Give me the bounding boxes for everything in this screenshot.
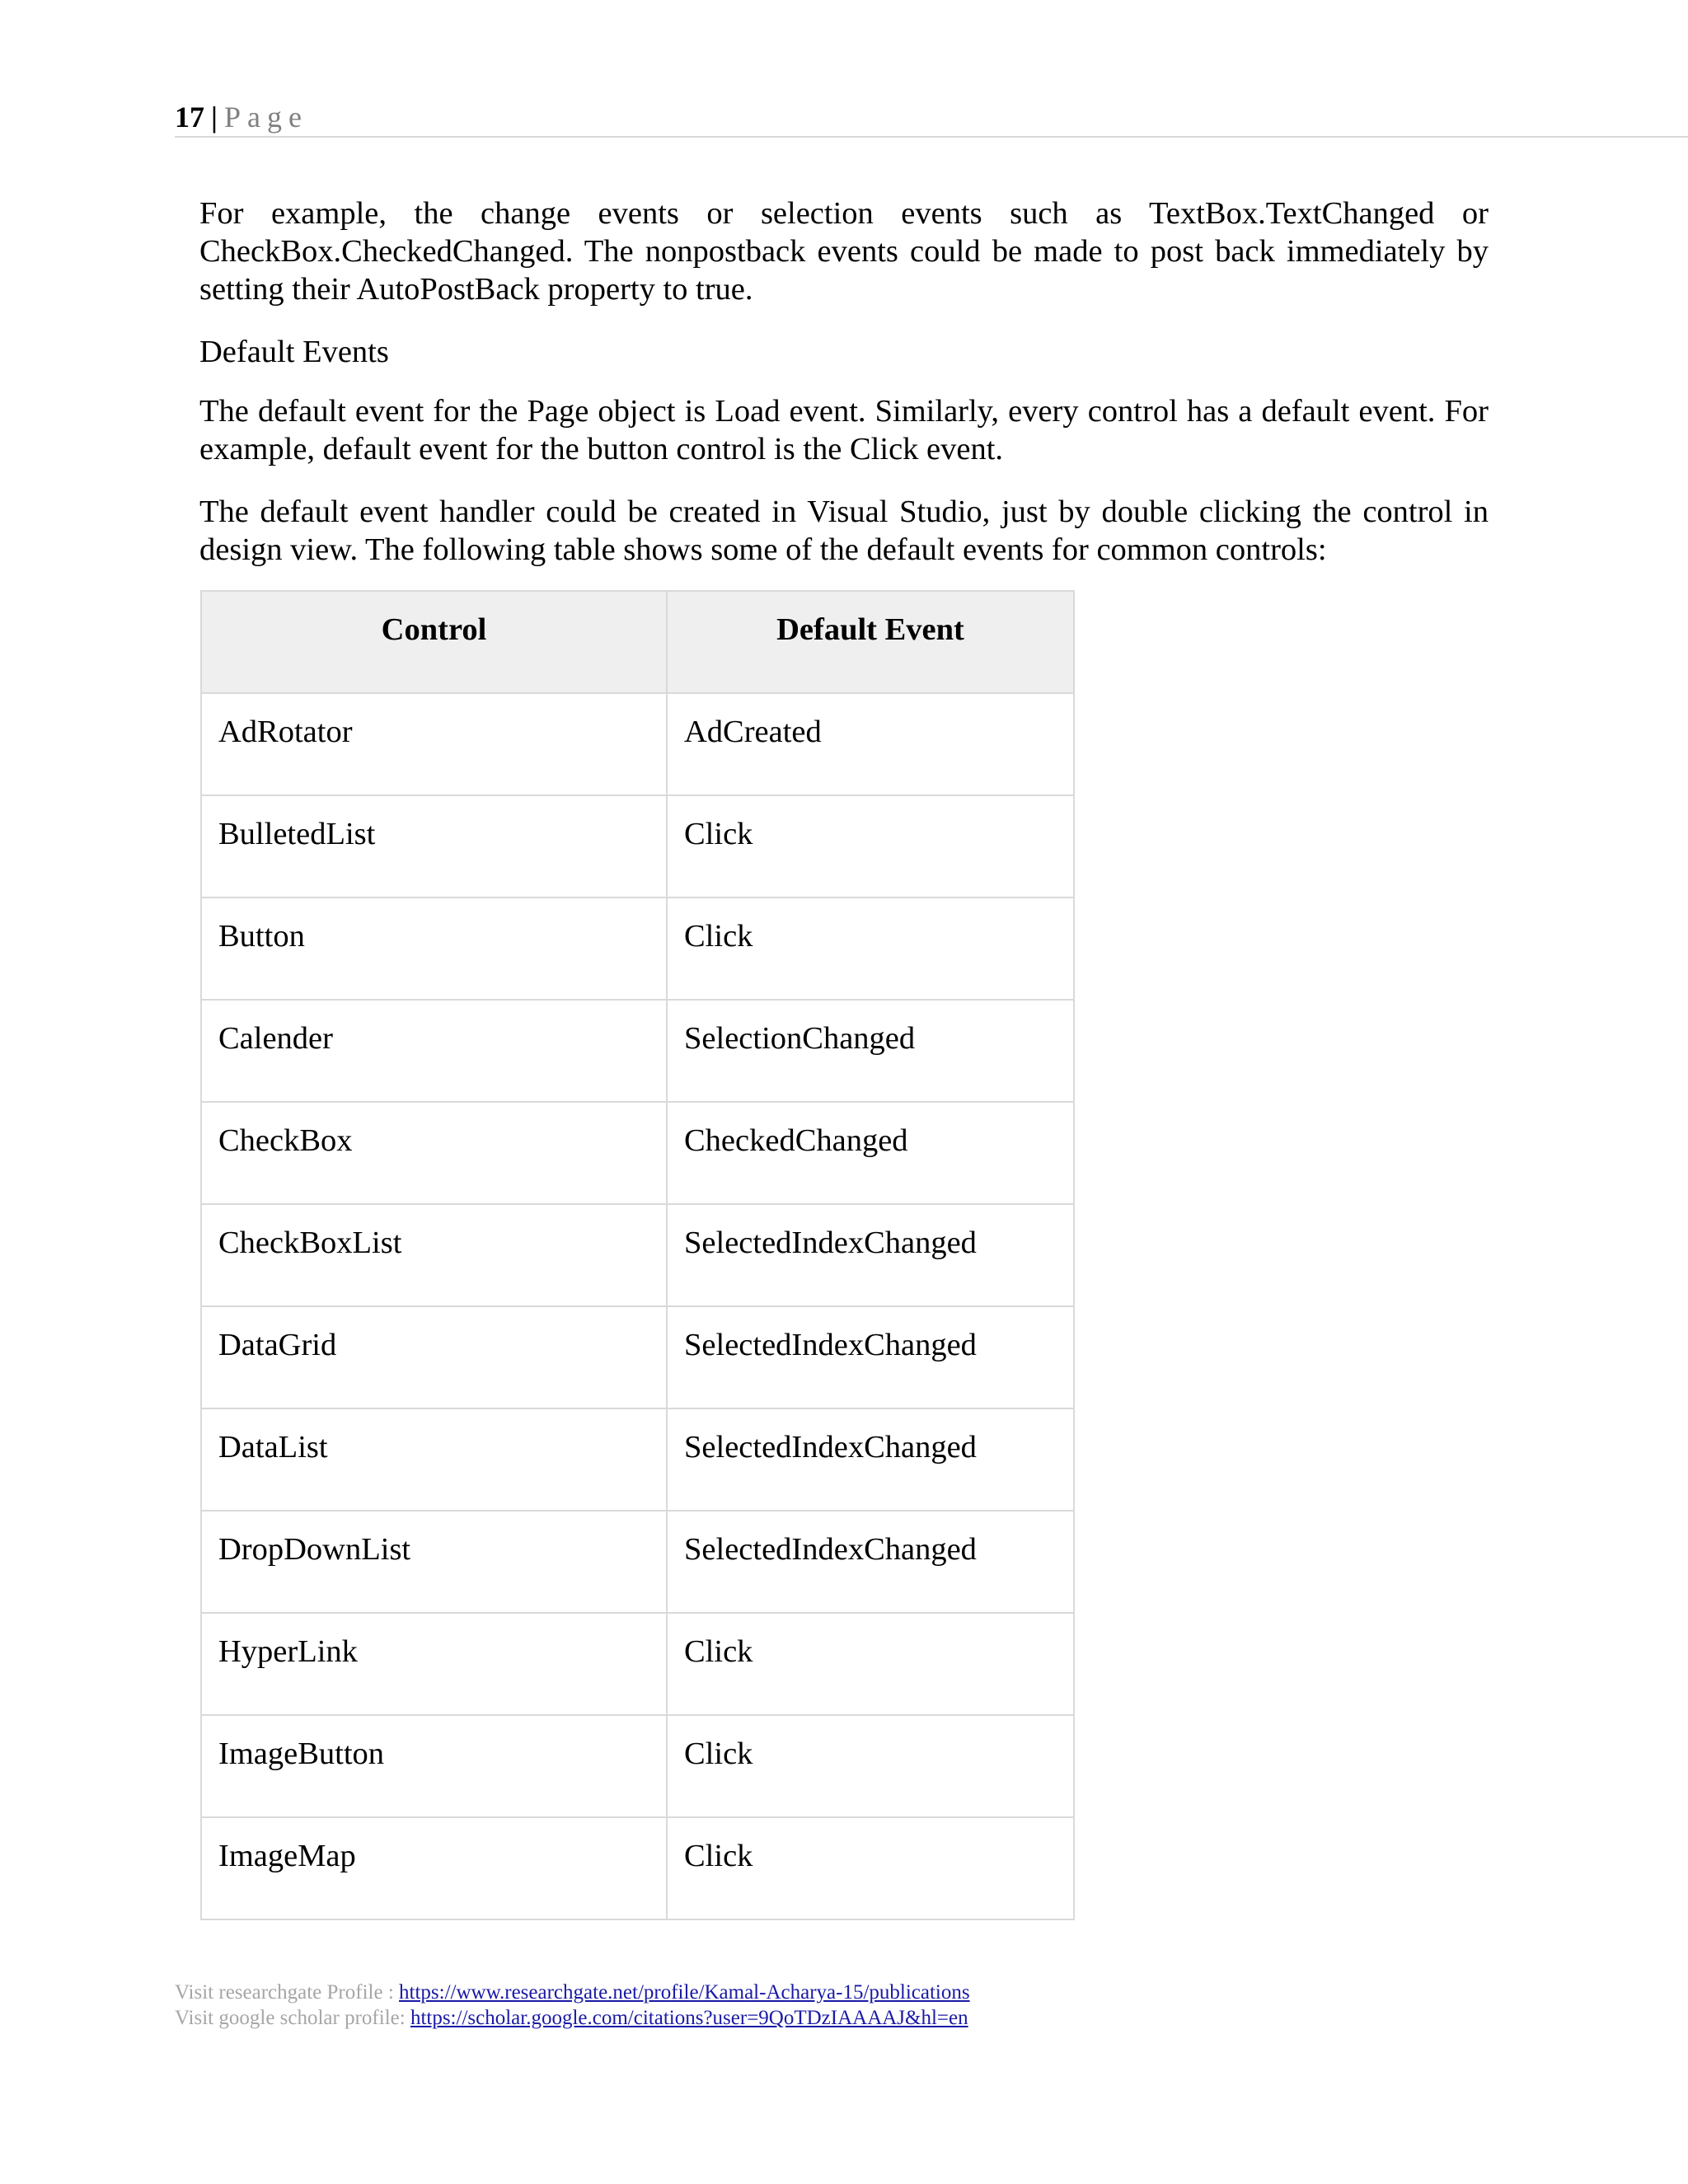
- paragraph-default-event-handler: The default event handler could be created in Visual Studio, just by double clicking the control in design view. The following table shows some of the default events for common controls:: [199, 494, 1489, 567]
- table-row: [201, 1204, 1074, 1306]
- control-cell: HyperLink: [201, 1613, 667, 1715]
- page-number-separator: |: [211, 101, 218, 134]
- column-header-default-event: Default Event: [667, 591, 1074, 693]
- control-cell: DataList: [201, 1408, 667, 1511]
- page-header: [175, 97, 308, 137]
- page-word: Page: [223, 101, 308, 134]
- control-cell: DataGrid: [201, 1306, 667, 1408]
- table-row: [201, 1000, 1074, 1102]
- default-events-table: [200, 590, 1075, 1920]
- scholar-label: Visit google scholar profile:: [175, 2007, 410, 2029]
- control-cell: Calender: [201, 1000, 667, 1102]
- event-cell: SelectedIndexChanged: [667, 1204, 1074, 1306]
- table-row: [201, 1102, 1074, 1204]
- event-cell: Click: [667, 795, 1074, 898]
- control-cell: ImageMap: [201, 1817, 667, 1919]
- footer-researchgate-line: [175, 1980, 970, 2005]
- event-cell: Click: [667, 898, 1074, 1000]
- event-cell: Click: [667, 1715, 1074, 1817]
- table-header-row: [201, 591, 1074, 693]
- researchgate-label: Visit researchgate Profile :: [175, 1981, 400, 2004]
- event-cell: SelectedIndexChanged: [667, 1306, 1074, 1408]
- scholar-link[interactable]: https://scholar.google.com/citations?user=9QoTDzIAAAAJ&hl=en: [410, 2007, 968, 2029]
- header-divider: [175, 136, 1688, 138]
- event-cell: SelectedIndexChanged: [667, 1408, 1074, 1511]
- table-row: [201, 693, 1074, 795]
- paragraph-postback-events: For example, the change events or selection events such as TextBox.TextChanged or CheckBox.CheckedChanged. The nonpostback events could be made to post back immediately by setting their AutoPostBack property to true.: [199, 196, 1489, 307]
- column-header-control: Control: [201, 591, 667, 693]
- table-row: [201, 898, 1074, 1000]
- event-cell: CheckedChanged: [667, 1102, 1074, 1204]
- footer-scholar-line: [175, 2005, 970, 2031]
- control-cell: BulletedList: [201, 795, 667, 898]
- control-cell: DropDownList: [201, 1511, 667, 1613]
- control-cell: ImageButton: [201, 1715, 667, 1817]
- page-number: 17: [175, 101, 204, 134]
- control-cell: CheckBoxList: [201, 1204, 667, 1306]
- control-cell: Button: [201, 898, 667, 1000]
- event-cell: SelectionChanged: [667, 1000, 1074, 1102]
- table-row: [201, 1408, 1074, 1511]
- event-cell: Click: [667, 1817, 1074, 1919]
- event-cell: Click: [667, 1613, 1074, 1715]
- table-row: [201, 1511, 1074, 1613]
- table-row: [201, 1817, 1074, 1919]
- table-row: [201, 1306, 1074, 1408]
- table-row: [201, 795, 1074, 898]
- page-footer: [175, 1980, 970, 2031]
- table-row: [201, 1715, 1074, 1817]
- event-cell: SelectedIndexChanged: [667, 1511, 1074, 1613]
- section-heading-default-events: Default Events: [199, 335, 389, 369]
- table-row: [201, 1613, 1074, 1715]
- event-cell: AdCreated: [667, 693, 1074, 795]
- control-cell: CheckBox: [201, 1102, 667, 1204]
- paragraph-default-event-page: The default event for the Page object is Load event. Similarly, every control has a default event. For example, default event for the button control is the Click event.: [199, 394, 1489, 466]
- researchgate-link[interactable]: https://www.researchgate.net/profile/Kamal-Acharya-15/publications: [399, 1981, 970, 2004]
- control-cell: AdRotator: [201, 693, 667, 795]
- body-content: [199, 194, 1489, 593]
